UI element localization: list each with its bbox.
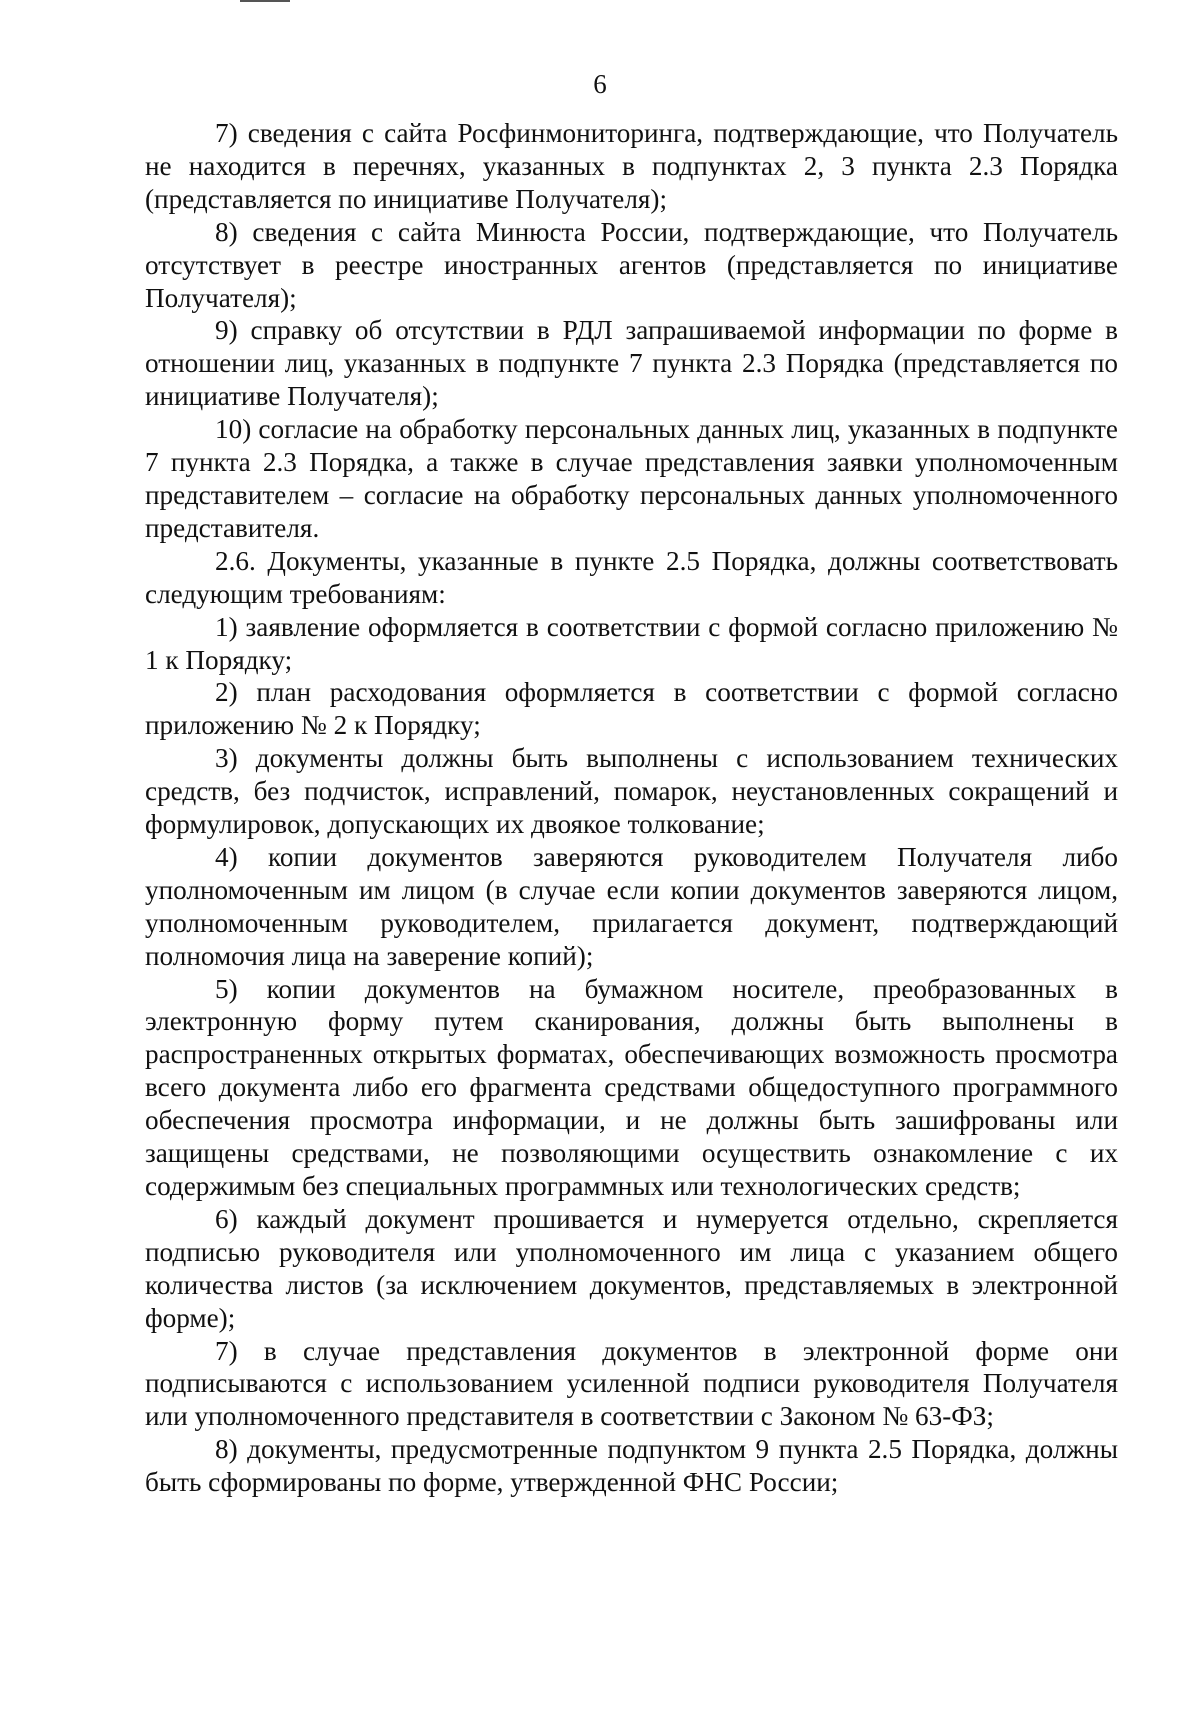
paragraph-requirement-1: 1) заявление оформляется в соответствии с формой согласно приложению № 1 к Порядку; — [145, 611, 1118, 675]
paragraph-requirement-4: 4) копии документов заверяются руководителем Получателя либо уполномоченным им лицом (в случае если копии документов заверяются лицом, уполномоченным руководителем, прилагается документ, подтверждающий полномочия лица на заверение копий); — [145, 841, 1118, 971]
paragraph-requirement-8: 8) документы, предусмотренные подпунктом 9 пункта 2.5 Порядка, должны быть сформированы по форме, утвержденной ФНС России; — [145, 1434, 1118, 1498]
paragraph-item-9-rdl-certificate: 9) справку об отсутствии в РДЛ запрашиваемой информации по форме в отношении лиц, указанных в подпункте 7 пункта 2.3 Порядка (представляется по инициативе Получателя); — [145, 315, 1118, 412]
paragraph-item-10-consent: 10) согласие на обработку персональных данных лиц, указанных в подпункте 7 пункта 2.3 Порядка, а также в случае представления заявки уполномоченным представителем – согласие на обработку персональных данных уполномоченного представителя. — [145, 414, 1118, 543]
paragraph-item-7-rosfinmonitoring: 7) сведения с сайта Росфинмониторинга, подтверждающие, что Получатель не находится в перечнях, указанных в подпунктах 2, 3 пункта 2.3 Порядка (представляется по инициативе Получателя); — [145, 118, 1118, 214]
paragraph-requirement-7: 7) в случае представления документов в электронной форме они подписываются с использованием усиленной подписи руководителя Получателя или уполномоченного представителя в соответствии с Законом № 63-ФЗ; — [145, 1335, 1118, 1432]
page-number: 6 — [593, 69, 607, 99]
document-body — [145, 117, 1118, 1499]
top-rule — [240, 0, 290, 2]
paragraph-requirement-6: 6) каждый документ прошивается и нумеруется отдельно, скрепляется подписью руководителя или уполномоченного им лица с указанием общего количества листов (за исключением документов, представляемых в электронной форме); — [145, 1203, 1118, 1333]
paragraph-requirement-2: 2) план расходования оформляется в соответствии с формой согласно приложению № 2 к Порядку; — [145, 677, 1118, 741]
paragraph-item-8-minjust: 8) сведения с сайта Минюста России, подтверждающие, что Получатель отсутствует в реестре иностранных агентов (представляется по инициативе Получателя); — [145, 216, 1118, 313]
paragraph-section-2-6: 2.6. Документы, указанные в пункте 2.5 Порядка, должны соответствовать следующим требованиям: — [145, 545, 1118, 609]
paragraph-requirement-5: 5) копии документов на бумажном носителе, преобразованных в электронную форму путем сканирования, должны быть выполнены в распространенных открытых форматах, обеспечивающих возможность просмотра всего документа либо его фрагмента средствами общедоступного программного обеспечения просмотра информации, и не должны быть зашифрованы или защищены средствами, не позволяющими осуществить ознакомление с их содержимым без специальных программных или технологических средств; — [145, 973, 1118, 1201]
paragraph-requirement-3: 3) документы должны быть выполнены с использованием технических средств, без подчисток, исправлений, помарок, неустановленных сокращений и формулировок, допускающих их двоякое толкование; — [145, 743, 1118, 840]
